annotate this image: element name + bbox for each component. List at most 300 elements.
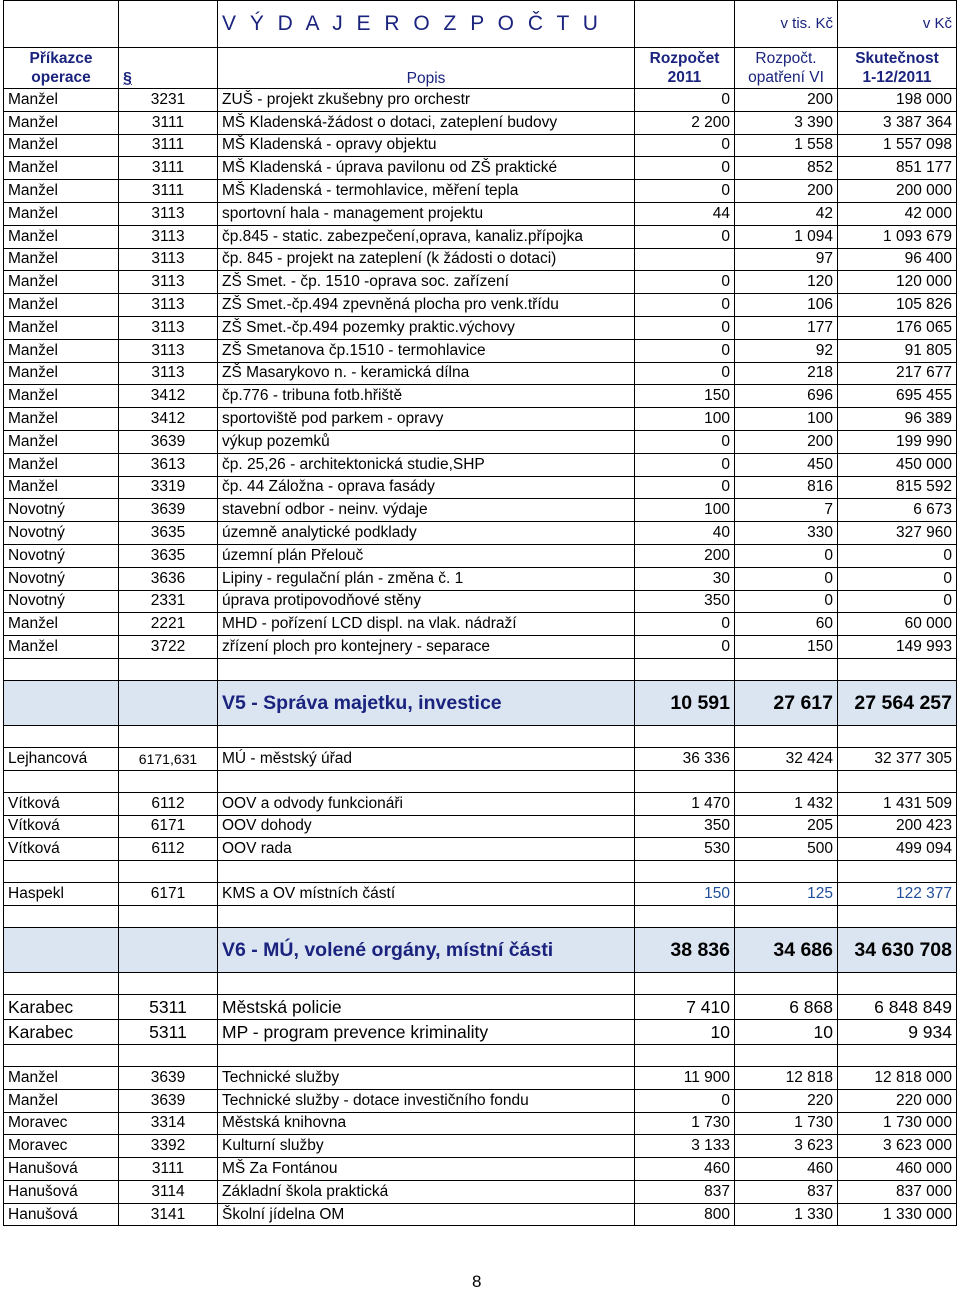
cell-paragraf: 6171 [119,815,218,838]
cell-opatreni: 10 [735,1019,838,1044]
cell-paragraf: 3111 [119,180,218,203]
table-row [4,747,957,770]
cell-rozpocet: 40 [635,522,735,545]
table-row [4,430,957,453]
cell-rozpocet: 0 [635,180,735,203]
cell-popis: úprava protipovodňové stěny [218,590,635,613]
cell-rozpocet: 0 [635,339,735,362]
cell-opatreni: 450 [735,453,838,476]
col-header-popis: Popis [218,48,635,89]
cell-popis: MÚ - městský úřad [218,747,635,770]
table-row [4,1112,957,1135]
cell-skutecnost: 1 330 000 [838,1203,957,1226]
cell-rozpocet: 800 [635,1203,735,1226]
table-row [4,1135,957,1158]
cell-popis: Základní škola praktická [218,1180,635,1203]
cell-popis: ZŠ Smet. - čp. 1510 -oprava soc. zařízení [218,271,635,294]
cell-rozpocet: 460 [635,1158,735,1181]
unit-thousands: v tis. Kč [735,1,838,48]
table-row [4,294,957,317]
cell-rozpocet: 350 [635,590,735,613]
cell-popis: ZŠ Smet.-čp.494 zpevněná plocha pro venk.třídu [218,294,635,317]
cell-paragraf: 3639 [119,430,218,453]
cell-popis: MŠ Za Fontánou [218,1158,635,1181]
cell-popis: MŠ Kladenská - úprava pavilonu od ZŠ praktické [218,157,635,180]
cell-rozpocet: 0 [635,1089,735,1112]
cell-popis: KMS a OV místních částí [218,883,635,906]
cell-popis: OOV dohody [218,815,635,838]
cell-prikazce: Karabec [4,1019,119,1044]
cell-popis: čp.845 - static. zabezpečení,oprava, kanaliz.přípojka [218,225,635,248]
table-row [4,499,957,522]
cell-popis: Lipiny - regulační plán - změna č. 1 [218,567,635,590]
cell-rozpocet: 1 470 [635,792,735,815]
cell-paragraf: 6171 [119,883,218,906]
cell-opatreni: 92 [735,339,838,362]
cell-paragraf: 3111 [119,1158,218,1181]
cell-opatreni: 60 [735,613,838,636]
cell-opatreni: 500 [735,838,838,861]
cell-prikazce: Moravec [4,1135,119,1158]
cell-skutecnost: 9 934 [838,1019,957,1044]
cell-paragraf: 3114 [119,1180,218,1203]
cell-prikazce: Manžel [4,1089,119,1112]
table-row [4,792,957,815]
section-empty [4,680,119,725]
cell-skutecnost: 200 000 [838,180,957,203]
cell-opatreni: 0 [735,544,838,567]
cell-paragraf: 6112 [119,792,218,815]
cell-prikazce: Manžel [4,89,119,112]
cell-rozpocet: 44 [635,202,735,225]
cell-rozpocet: 3 133 [635,1135,735,1158]
cell-prikazce: Manžel [4,636,119,659]
cell-paragraf: 3392 [119,1135,218,1158]
cell-paragraf: 3639 [119,1089,218,1112]
cell-rozpocet: 0 [635,453,735,476]
table-row [4,636,957,659]
cell-skutecnost: 1 730 000 [838,1112,957,1135]
table-row [4,339,957,362]
cell-skutecnost: 851 177 [838,157,957,180]
cell-opatreni: 205 [735,815,838,838]
table-row [4,453,957,476]
table-row [4,883,957,906]
cell-rozpocet: 837 [635,1180,735,1203]
cell-popis: územně analytické podklady [218,522,635,545]
table-row [4,1019,957,1044]
section-empty [119,680,218,725]
cell-opatreni: 1 330 [735,1203,838,1226]
blank-row [4,905,957,927]
cell-rozpocet: 0 [635,89,735,112]
cell-skutecnost: 60 000 [838,613,957,636]
cell-opatreni: 460 [735,1158,838,1181]
cell-rozpocet: 0 [635,636,735,659]
cell-skutecnost: 450 000 [838,453,957,476]
cell-rozpocet: 530 [635,838,735,861]
cell-prikazce: Lejhancová [4,747,119,770]
table-row [4,89,957,112]
cell-opatreni: 852 [735,157,838,180]
cell-rozpocet: 0 [635,362,735,385]
cell-prikazce: Vítková [4,838,119,861]
blank-row [4,725,957,747]
cell-rozpocet: 0 [635,476,735,499]
cell-skutecnost: 327 960 [838,522,957,545]
cell-skutecnost: 176 065 [838,316,957,339]
cell-opatreni: 177 [735,316,838,339]
section-skutecnost: 34 630 708 [838,927,957,972]
table-row [4,408,957,431]
cell-prikazce: Manžel [4,202,119,225]
cell-rozpocet: 0 [635,225,735,248]
cell-rozpocet: 36 336 [635,747,735,770]
table-row [4,271,957,294]
cell-opatreni: 42 [735,202,838,225]
cell-opatreni: 1 432 [735,792,838,815]
col-header-skutecnost: Skutečnost 1-12/2011 [838,48,957,89]
section-title: V5 - Správa majetku, investice [218,680,635,725]
cell-paragraf: 3635 [119,544,218,567]
cell-rozpocet: 30 [635,567,735,590]
cell-popis: zřízení ploch pro kontejnery - separace [218,636,635,659]
cell-opatreni: 32 424 [735,747,838,770]
cell-prikazce: Manžel [4,339,119,362]
cell-skutecnost: 12 818 000 [838,1066,957,1089]
section-rozpocet: 10 591 [635,680,735,725]
table-row [4,157,957,180]
cell-paragraf: 3314 [119,1112,218,1135]
cell-prikazce: Manžel [4,430,119,453]
cell-popis: sportovní hala - management projektu [218,202,635,225]
cell-popis: územní plán Přelouč [218,544,635,567]
cell-rozpocet: 350 [635,815,735,838]
cell-popis: MŠ Kladenská - opravy objektu [218,134,635,157]
cell-paragraf: 3111 [119,111,218,134]
cell-opatreni: 150 [735,636,838,659]
budget-table [3,0,957,1226]
cell-popis: sportoviště pod parkem - opravy [218,408,635,431]
section-row-v6 [4,927,957,972]
cell-prikazce: Novotný [4,499,119,522]
cell-prikazce: Manžel [4,1066,119,1089]
cell-opatreni: 1 730 [735,1112,838,1135]
col-header-prikazce: Příkazce operace [4,48,119,89]
header-row [4,48,957,89]
cell-popis: MŠ Kladenská - termohlavice, měření tepla [218,180,635,203]
blank-row [4,1044,957,1066]
cell-paragraf: 3722 [119,636,218,659]
cell-paragraf: 3113 [119,339,218,362]
cell-paragraf: 3113 [119,316,218,339]
table-row [4,613,957,636]
cell-skutecnost: 42 000 [838,202,957,225]
cell-opatreni: 3 623 [735,1135,838,1158]
cell-popis: MŠ Kladenská-žádost o dotaci, zateplení budovy [218,111,635,134]
cell-rozpocet: 100 [635,408,735,431]
cell-skutecnost: 460 000 [838,1158,957,1181]
table-row [4,1089,957,1112]
table-row [4,567,957,590]
cell-paragraf: 3412 [119,408,218,431]
cell-prikazce: Manžel [4,476,119,499]
cell-skutecnost: 1 557 098 [838,134,957,157]
table-row [4,202,957,225]
cell-prikazce: Manžel [4,157,119,180]
cell-paragraf: 3639 [119,1066,218,1089]
cell-paragraf: 3113 [119,202,218,225]
cell-paragraf: 3639 [119,499,218,522]
cell-prikazce: Manžel [4,180,119,203]
cell-paragraf: 3319 [119,476,218,499]
cell-popis: OOV rada [218,838,635,861]
cell-skutecnost: 120 000 [838,271,957,294]
table-row [4,1180,957,1203]
table-row [4,134,957,157]
cell-popis: ZUŠ - projekt zkušebny pro orchestr [218,89,635,112]
cell-opatreni: 3 390 [735,111,838,134]
table-row [4,522,957,545]
cell-skutecnost: 199 990 [838,430,957,453]
cell-rozpocet: 0 [635,613,735,636]
section-title: V6 - MÚ, volené orgány, místní části [218,927,635,972]
cell-rozpocet: 2 200 [635,111,735,134]
cell-opatreni: 816 [735,476,838,499]
cell-opatreni: 0 [735,590,838,613]
cell-prikazce: Karabec [4,994,119,1019]
table-row [4,316,957,339]
table-row [4,544,957,567]
cell-opatreni: 6 868 [735,994,838,1019]
cell-skutecnost: 6 848 849 [838,994,957,1019]
blank-row [4,658,957,680]
cell-opatreni: 120 [735,271,838,294]
cell-prikazce: Manžel [4,111,119,134]
cell-paragraf: 3113 [119,248,218,271]
cell-paragraf: 2221 [119,613,218,636]
cell-opatreni: 0 [735,567,838,590]
cell-paragraf: 3636 [119,567,218,590]
cell-prikazce: Moravec [4,1112,119,1135]
cell-prikazce: Novotný [4,567,119,590]
cell-rozpocet: 0 [635,316,735,339]
cell-opatreni: 106 [735,294,838,317]
cell-opatreni: 125 [735,883,838,906]
cell-skutecnost: 96 400 [838,248,957,271]
cell-rozpocet: 100 [635,499,735,522]
cell-paragraf: 3111 [119,134,218,157]
cell-prikazce: Hanušová [4,1180,119,1203]
section-empty [4,927,119,972]
cell-paragraf: 3635 [119,522,218,545]
cell-prikazce: Manžel [4,453,119,476]
cell-skutecnost: 837 000 [838,1180,957,1203]
cell-rozpocet: 200 [635,544,735,567]
cell-opatreni: 837 [735,1180,838,1203]
cell-popis: Městská policie [218,994,635,1019]
cell-rozpocet: 10 [635,1019,735,1044]
cell-prikazce: Manžel [4,613,119,636]
table-row [4,248,957,271]
table-row [4,815,957,838]
table-row [4,590,957,613]
section-empty [119,927,218,972]
cell-prikazce: Manžel [4,248,119,271]
cell-skutecnost: 122 377 [838,883,957,906]
cell-paragraf: 3111 [119,157,218,180]
cell-popis: čp. 845 - projekt na zateplení (k žádosti o dotaci) [218,248,635,271]
cell-paragraf: 5311 [119,994,218,1019]
cell-skutecnost: 105 826 [838,294,957,317]
cell-prikazce: Novotný [4,590,119,613]
cell-skutecnost: 0 [838,567,957,590]
cell-skutecnost: 0 [838,544,957,567]
cell-prikazce: Manžel [4,134,119,157]
cell-skutecnost: 96 389 [838,408,957,431]
cell-opatreni: 12 818 [735,1066,838,1089]
cell-popis: Technické služby - dotace investičního fondu [218,1089,635,1112]
col-header-rozpocet: Rozpočet 2011 [635,48,735,89]
cell-popis: výkup pozemků [218,430,635,453]
cell-popis: čp. 25,26 - architektonická studie,SHP [218,453,635,476]
cell-popis: čp.776 - tribuna fotb.hřiště [218,385,635,408]
cell-rozpocet [635,248,735,271]
table-row [4,111,957,134]
cell-popis: ZŠ Masarykovo n. - keramická dílna [218,362,635,385]
cell-opatreni: 100 [735,408,838,431]
cell-opatreni: 330 [735,522,838,545]
cell-prikazce: Manžel [4,362,119,385]
cell-rozpocet: 150 [635,385,735,408]
cell-popis: OOV a odvody funkcionáři [218,792,635,815]
blank-row [4,861,957,883]
cell-popis: Technické služby [218,1066,635,1089]
cell-skutecnost: 32 377 305 [838,747,957,770]
cell-opatreni: 200 [735,89,838,112]
section-row-v5 [4,680,957,725]
cell-rozpocet: 1 730 [635,1112,735,1135]
cell-opatreni: 200 [735,430,838,453]
cell-paragraf: 6171,631 [119,747,218,770]
cell-prikazce: Vítková [4,815,119,838]
table-row [4,994,957,1019]
cell-paragraf: 5311 [119,1019,218,1044]
cell-rozpocet: 150 [635,883,735,906]
cell-prikazce: Manžel [4,408,119,431]
cell-opatreni: 200 [735,180,838,203]
cell-opatreni: 97 [735,248,838,271]
cell-skutecnost: 200 423 [838,815,957,838]
cell-popis: ZŠ Smetanova čp.1510 - termohlavice [218,339,635,362]
cell-prikazce: Manžel [4,294,119,317]
cell-prikazce: Manžel [4,225,119,248]
cell-paragraf: 3231 [119,89,218,112]
unit-crowns: v Kč [838,1,957,48]
cell-paragraf: 3412 [119,385,218,408]
cell-rozpocet: 0 [635,157,735,180]
section-opatreni: 34 686 [735,927,838,972]
cell-prikazce: Haspekl [4,883,119,906]
cell-paragraf: 6112 [119,838,218,861]
cell-opatreni: 1 094 [735,225,838,248]
table-row [4,385,957,408]
cell-skutecnost: 149 993 [838,636,957,659]
blank-row [4,770,957,792]
cell-skutecnost: 1 093 679 [838,225,957,248]
cell-rozpocet: 0 [635,294,735,317]
cell-rozpocet: 11 900 [635,1066,735,1089]
cell-prikazce: Hanušová [4,1158,119,1181]
cell-prikazce: Vítková [4,792,119,815]
cell-skutecnost: 815 592 [838,476,957,499]
cell-skutecnost: 198 000 [838,89,957,112]
cell-skutecnost: 3 387 364 [838,111,957,134]
cell-skutecnost: 6 673 [838,499,957,522]
section-skutecnost: 27 564 257 [838,680,957,725]
table-row [4,476,957,499]
col-header-opatreni: Rozpočt. opatření VI [735,48,838,89]
cell-prikazce: Novotný [4,522,119,545]
paragraph-icon: § [119,48,218,89]
cell-skutecnost: 499 094 [838,838,957,861]
cell-skutecnost: 3 623 000 [838,1135,957,1158]
table-row [4,225,957,248]
cell-popis: Školní jídelna OM [218,1203,635,1226]
cell-rozpocet: 0 [635,271,735,294]
title-row [4,1,957,48]
section-opatreni: 27 617 [735,680,838,725]
cell-skutecnost: 0 [838,590,957,613]
cell-skutecnost: 217 677 [838,362,957,385]
cell-opatreni: 218 [735,362,838,385]
cell-popis: Městská knihovna [218,1112,635,1135]
cell-opatreni: 7 [735,499,838,522]
cell-paragraf: 3613 [119,453,218,476]
cell-skutecnost: 695 455 [838,385,957,408]
cell-popis: ZŠ Smet.-čp.494 pozemky praktic.výchovy [218,316,635,339]
blank-row [4,972,957,994]
table-row [4,838,957,861]
cell-skutecnost: 91 805 [838,339,957,362]
table-row [4,1203,957,1226]
cell-opatreni: 220 [735,1089,838,1112]
cell-prikazce: Manžel [4,385,119,408]
cell-popis: Kulturní služby [218,1135,635,1158]
cell-popis: čp. 44 Záložna - oprava fasády [218,476,635,499]
cell-paragraf: 3141 [119,1203,218,1226]
cell-opatreni: 696 [735,385,838,408]
section-rozpocet: 38 836 [635,927,735,972]
cell-prikazce: Manžel [4,316,119,339]
table-row [4,362,957,385]
cell-prikazce: Novotný [4,544,119,567]
page-number: 8 [472,1272,482,1291]
cell-paragraf: 3113 [119,271,218,294]
table-row [4,180,957,203]
cell-paragraf: 2331 [119,590,218,613]
cell-rozpocet: 0 [635,134,735,157]
cell-prikazce: Manžel [4,271,119,294]
cell-paragraf: 3113 [119,225,218,248]
cell-popis: MP - program prevence kriminality [218,1019,635,1044]
cell-paragraf: 3113 [119,362,218,385]
page-title: V Ý D A J E R O Z P O Č T U [218,1,635,48]
cell-skutecnost: 220 000 [838,1089,957,1112]
table-row [4,1158,957,1181]
cell-paragraf: 3113 [119,294,218,317]
cell-prikazce: Hanušová [4,1203,119,1226]
